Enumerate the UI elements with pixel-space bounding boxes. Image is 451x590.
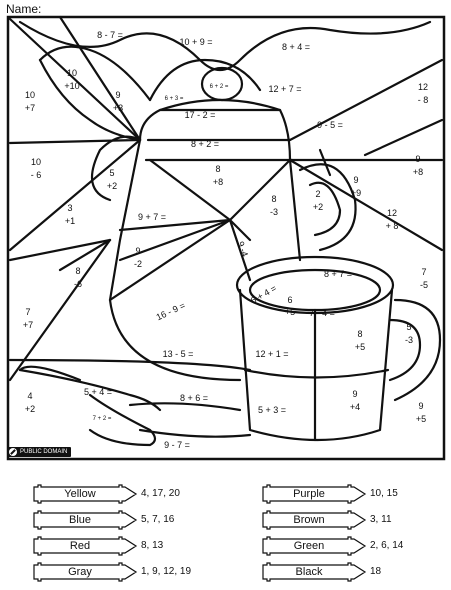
problem-label: 6 xyxy=(287,295,293,305)
legend-numbers: 18 xyxy=(370,566,382,577)
problem-label: 9 -4 xyxy=(235,239,251,258)
problem-label: 5 + 3 = xyxy=(257,405,287,415)
problem-label: 12 xyxy=(417,82,429,92)
problem-label: -5 xyxy=(419,280,429,290)
problem-label: - 8 xyxy=(417,95,429,105)
problem-label: 6 + 3 = xyxy=(164,96,184,102)
problem-label: 7 xyxy=(421,267,427,277)
problem-label: 12 + 1 = xyxy=(255,349,289,359)
problem-label: +1 xyxy=(64,216,76,226)
legend-color-name: Yellow xyxy=(64,488,96,500)
problem-label: 13 - 5 = xyxy=(162,349,194,359)
problem-label: 5 xyxy=(109,168,115,178)
problem-label: +7 xyxy=(24,103,36,113)
legend-numbers: 2, 6, 14 xyxy=(370,540,404,551)
public-domain-icon xyxy=(9,448,17,456)
problem-label: 16 - 9 = xyxy=(154,300,187,323)
legend-color-name: Brown xyxy=(293,514,325,526)
legend-numbers: 1, 9, 12, 19 xyxy=(141,566,192,577)
problem-label: -3 xyxy=(269,207,279,217)
public-domain-text: PUBLIC DOMAIN xyxy=(20,449,68,455)
problem-label: 5 + 4 = xyxy=(83,387,113,397)
problem-label: 9 - 7 = xyxy=(164,440,190,450)
legend-item-black xyxy=(262,562,442,582)
problem-label: 8 xyxy=(75,266,81,276)
legend-item-green xyxy=(262,536,442,556)
problem-label: 9 xyxy=(415,154,421,164)
problem-label: -2 xyxy=(133,259,143,269)
problem-label: +9 xyxy=(350,188,362,198)
problem-label: +5 xyxy=(284,307,296,317)
legend-numbers: 10, 15 xyxy=(370,488,398,499)
problem-label: 6 + 2 = xyxy=(209,84,229,90)
problem-label: +5 xyxy=(354,342,366,352)
legend-color-name: Black xyxy=(295,566,323,578)
legend-item-blue xyxy=(33,510,213,530)
problem-label: +2 xyxy=(312,202,324,212)
legend-numbers: 5, 7, 16 xyxy=(141,514,175,525)
problem-label: 4 xyxy=(27,391,33,401)
problem-label: 10 xyxy=(24,90,36,100)
problem-label: 9 xyxy=(115,90,121,100)
problem-label: +4 xyxy=(349,402,361,412)
problem-label: -6 xyxy=(73,279,83,289)
problem-label: 10 xyxy=(30,157,42,167)
legend-item-yellow xyxy=(33,484,213,504)
legend-color-name: Green xyxy=(293,540,325,552)
problem-label: 7 - 4 = xyxy=(309,308,335,318)
problem-label: 8 + 2 = xyxy=(190,139,220,149)
legend-numbers: 4, 17, 20 xyxy=(141,488,180,499)
problem-label: 12 xyxy=(386,208,398,218)
problem-label: + 8 xyxy=(385,221,399,231)
problem-label: +2 xyxy=(106,181,118,191)
legend-item-purple xyxy=(262,484,442,504)
problem-label: 8 + 7 = xyxy=(323,269,353,279)
problem-label: +10 xyxy=(64,81,80,91)
legend-color-name: Blue xyxy=(68,514,92,526)
problem-label: 12 + 7 = xyxy=(268,84,302,94)
problem-label: 6 + 4 = xyxy=(248,283,279,306)
problem-label: 7 + 2 = xyxy=(92,416,112,422)
legend-color-name: Gray xyxy=(68,566,92,578)
problem-label: 3 xyxy=(67,203,73,213)
legend-item-brown xyxy=(262,510,442,530)
problem-label: 10 + 9 = xyxy=(179,37,213,47)
problem-label: +5 xyxy=(415,414,427,424)
problem-label: +7 xyxy=(22,320,34,330)
problem-label: -3 xyxy=(404,335,414,345)
problem-label: 9 + 7 = xyxy=(137,212,167,222)
problem-label: - 6 xyxy=(30,170,42,180)
problem-label: 8 - 7 = xyxy=(97,30,123,40)
problem-label: +3 xyxy=(112,103,124,113)
problem-label: 9 xyxy=(352,389,358,399)
legend-numbers: 8, 13 xyxy=(141,540,164,551)
problem-label: +2 xyxy=(24,404,36,414)
name-label: Name: xyxy=(6,2,42,16)
problem-label: 8 + 6 = xyxy=(179,393,209,403)
problem-label: 17 - 2 = xyxy=(184,110,216,120)
legend-item-gray xyxy=(33,562,213,582)
problem-label: 8 xyxy=(271,194,277,204)
problem-label: 8 + 4 = xyxy=(281,42,311,52)
problem-label: 8 xyxy=(357,329,363,339)
problem-label: 2 xyxy=(315,189,321,199)
problem-label: +8 xyxy=(212,177,224,187)
problem-label: 10 xyxy=(66,68,78,78)
problem-label: 9 xyxy=(418,401,424,411)
legend-item-red xyxy=(33,536,213,556)
problem-label: 9 - 5 = xyxy=(317,120,343,130)
problem-label: 5 xyxy=(406,322,412,332)
public-domain-badge xyxy=(8,447,71,457)
legend-numbers: 3, 11 xyxy=(370,514,392,525)
legend-color-name: Purple xyxy=(293,488,325,500)
problem-label: 9 xyxy=(353,175,359,185)
problem-label: 7 xyxy=(25,307,31,317)
problem-label: 9 xyxy=(135,246,141,256)
problem-label: +8 xyxy=(412,167,424,177)
problem-label: 8 xyxy=(215,164,221,174)
problem-labels-group xyxy=(23,30,428,450)
legend-color-name: Red xyxy=(69,540,91,552)
